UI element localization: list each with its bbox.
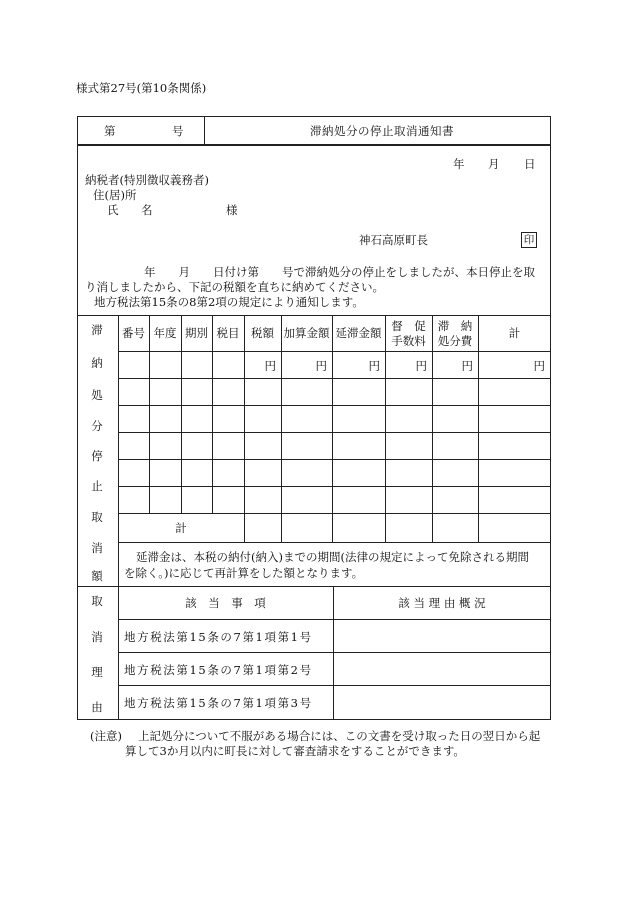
col-header-disposal-fee	[432, 316, 478, 351]
unit-yen: 円	[461, 359, 473, 373]
delinquency-note-line-2: を除く。)に応じて再計算をした額となります。	[124, 566, 364, 580]
col-header-disposal-fee-line1: 滞 納	[437, 319, 473, 334]
reason-row-2: 地方税法第15条の7第1項第2号	[124, 663, 313, 677]
col-header-demand-fee	[385, 316, 432, 351]
delinquency-note-line-1: 延滞金は、本税の納付(納入)までの期間(法律の規定によって免除される期間	[136, 550, 529, 564]
issuer-name: 神石高原町長	[359, 233, 428, 247]
notice-line-2: 算して3か月以内に町長に対して審査請求をすることができます。	[125, 744, 465, 758]
col-header-tax-item: 税目	[216, 326, 240, 341]
notice-label: (注意)	[90, 729, 122, 743]
reason-row-rule	[118, 685, 551, 686]
side-label-char: 消	[91, 541, 103, 555]
date-day: 日	[524, 157, 536, 171]
honorific: 様	[226, 203, 238, 217]
col-header-additional: 加算金額	[283, 326, 330, 341]
reason-row-rule	[118, 652, 551, 653]
name-label-2: 名	[141, 203, 153, 217]
col-header-year: 年度	[153, 326, 177, 341]
side-label-char: 納	[91, 356, 103, 370]
side-label-char: 消	[91, 630, 103, 644]
seal-mark: 印	[521, 232, 537, 248]
reason-row-rule	[118, 619, 551, 620]
number-label-prefix: 第	[104, 124, 116, 138]
side-label-char: 取	[91, 510, 103, 524]
row-rule	[118, 459, 551, 460]
body-line-1: 年 月 日付け第 号で滞納処分の停止をしましたが、本日停止を取	[144, 265, 535, 279]
unit-yen: 円	[533, 359, 545, 373]
form-id: 様式第27号(第10条関係)	[76, 81, 207, 95]
notice-line-1: 上記処分について不服がある場合には、この文書を受け取った日の翌日から起	[138, 729, 541, 743]
side-label-char: 止	[91, 479, 103, 493]
side-label-char: 理	[91, 665, 103, 679]
reason-header-applicable: 該 当 事 項	[185, 595, 266, 610]
row-rule	[118, 378, 551, 379]
body-line-2: り消しましたから、下記の税額を直ちに納めてください。	[85, 280, 384, 294]
row-rule	[118, 405, 551, 406]
reason-header-summary: 該 当 理 由 概 況	[398, 595, 486, 610]
row-rule	[118, 542, 551, 543]
col-header-tax-amount: 税額	[251, 326, 274, 341]
unit-yen: 円	[264, 359, 276, 373]
body-line-3: 地方税法第15条の8第2項の規定により通知します。	[94, 295, 364, 309]
side-label-char: 滞	[91, 323, 103, 337]
row-rule	[118, 486, 551, 487]
side-label-char: 額	[91, 569, 103, 583]
date-month: 月	[488, 157, 500, 171]
col-header-delinquency: 延滞金額	[335, 326, 382, 341]
row-rule	[118, 351, 551, 352]
side-label-char: 由	[91, 700, 103, 714]
side-label-char: 取	[91, 594, 103, 608]
col-header-demand-fee-line2: 手数料	[391, 333, 426, 348]
side-label-char: 分	[91, 419, 103, 433]
col-header-disposal-fee-line2: 処分費	[437, 333, 473, 348]
date-year: 年	[453, 157, 465, 171]
unit-yen: 円	[368, 359, 380, 373]
side-label-char: 停	[91, 449, 103, 463]
col-header-number: 番号	[122, 326, 145, 341]
side-label-char: 処	[91, 388, 103, 402]
row-rule	[118, 432, 551, 433]
total-row-label: 計	[175, 520, 187, 535]
col-header-total: 計	[508, 326, 521, 341]
header-divider	[204, 116, 205, 145]
reason-row-1: 地方税法第15条の7第1項第1号	[124, 630, 313, 644]
document-title: 滞納処分の停止取消通知書	[310, 124, 454, 138]
address-label: 住(居)所	[93, 188, 137, 202]
col-header-period: 期別	[185, 326, 208, 341]
name-label-1: 氏	[107, 203, 119, 217]
unit-yen: 円	[415, 359, 427, 373]
col-header-demand-fee-line1: 督 促	[391, 319, 426, 334]
taxpayer-label: 納税者(特別徴収義務者)	[85, 173, 209, 187]
unit-yen: 円	[315, 359, 327, 373]
reason-row-3: 地方税法第15条の7第1項第3号	[124, 696, 313, 710]
number-label-suffix: 号	[172, 124, 184, 138]
